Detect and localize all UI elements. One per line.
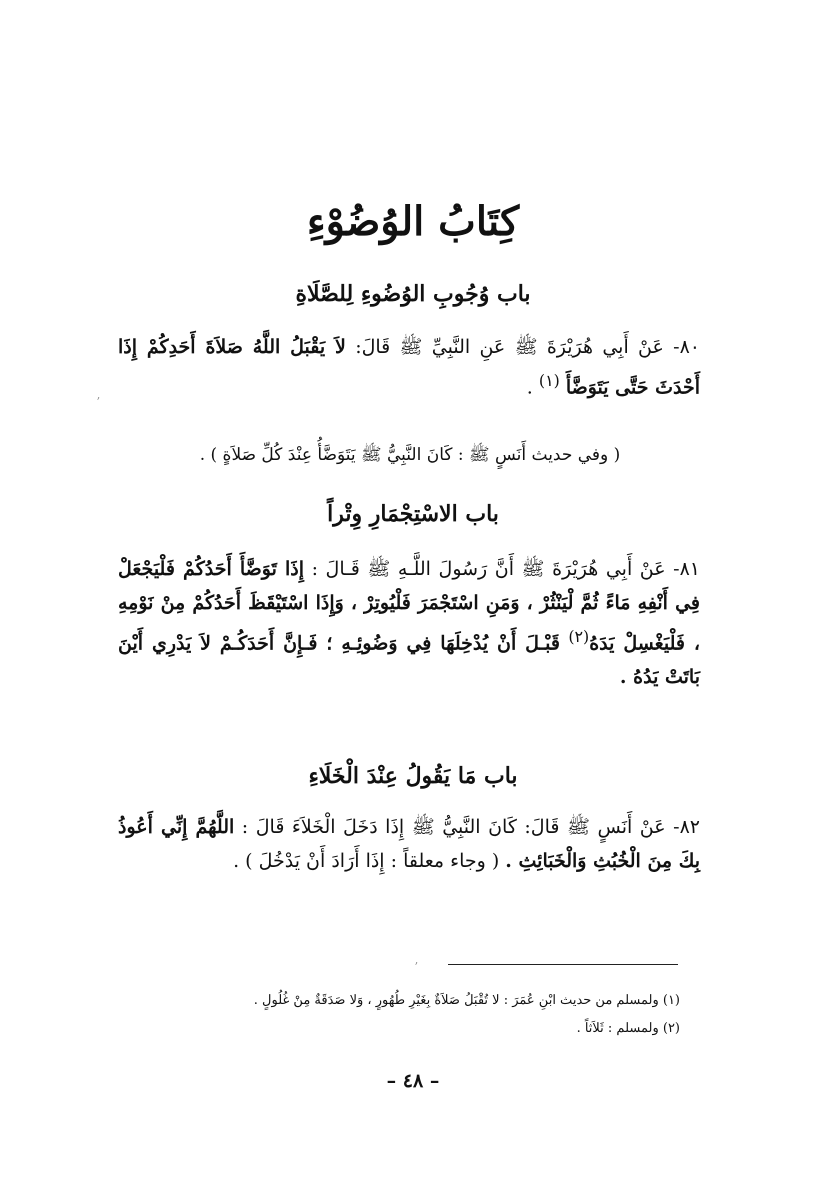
hadith-81 [118, 552, 700, 694]
scan-speck: ʼ [414, 960, 418, 974]
chapter-heading-wudu-obligation: باب وُجُوبِ الوُضُوءِ لِلصَّلَاةِ [295, 281, 531, 307]
hadith-narration: عَنْ أَبِي هُرَيْرَةَ ﷺ عَنِ النَّبِيِّ ﷺ قَالَ: [355, 336, 664, 358]
hadith-narration: عَنْ أَبِي هُرَيْرَةَ ﷺ أَنَّ رَسُولَ اللَّـهِ ﷺ قَـالَ : [311, 558, 666, 580]
hadith-text: لاَ يَقْبَلُ اللَّهُ صَلاَةَ أَحَدِكُمْ إِذَا أَحْدَثَ حَتَّى يَتَوَضَّأَ [118, 336, 700, 399]
hadith-note: ( وجاء معلقاً : إِذَا أَرَادَ أَنْ يَدْخُلَ ) . [233, 850, 500, 872]
footnote-1: (١) ولمسلم من حديث ابْنِ عُمَرَ : لا تُقْبَلُ صَلاَةٌ بِغَيْرِ طُهُورٍ ، وَلا صَدَقَةٌ مِنْ غُلُولٍ . [253, 993, 680, 1008]
chapter-heading-toilet-dua: باب مَا يَقُولُ عِنْدَ الْخَلَاءِ [308, 763, 518, 789]
book-title: كِتَابُ الوُضُوْءِ [306, 198, 520, 245]
page-number: – ٤٨ – [386, 1070, 440, 1092]
hadith-number: ٨١- [673, 558, 701, 580]
hadith-ending: . [526, 376, 533, 399]
side-note-anas: ( وفي حديث أَنَسٍ ﷺ : كَانَ النَّبِيُّ ﷺ يَتَوَضَّأُ عِنْدَ كُلِّ صَلاَةٍ ) . [199, 445, 621, 465]
footnote-ref: (٢) [568, 627, 590, 646]
hadith-number: ٨٠- [673, 336, 700, 358]
hadith-number: ٨٢- [673, 816, 700, 838]
hadith-narration: عَنْ أَنَسٍ ﷺ قَالَ: كَانَ النَّبِيُّ ﷺ إِذَا دَخَلَ الْخَلاَءَ قَالَ : [241, 816, 666, 838]
hadith-80 [118, 330, 700, 404]
hadith-text-part-1: إِذَا تَوَضَّأَ أَحَدُكُمْ فَلْيَجْعَلْ فِي أَنْفِهِ مَاءً ثُمَّ لْيَنْثُرْ ، وَمَنِ اسْتَجْمَرَ فَلْيُوتِرْ ، وَإِذَا اسْتَيْقَظَ أَحَدُكُمْ مِنْ نَوْمِهِ ، فَلْيَغْسِلْ يَدَهُ [118, 558, 700, 655]
footnote-separator [448, 964, 678, 965]
chapter-heading-istijmar: باب الاسْتِجْمَارِ وِتْراً [327, 501, 499, 527]
footnote-ref: (١) [538, 371, 560, 390]
footnote-2: (٢) ولمسلم : ثَلاَثاً . [576, 1021, 680, 1036]
hadith-text: اللَّهُمَّ إِنِّي أَعُوذُ بِكَ مِنَ الْخُبُثِ وَالْخَبَائِثِ . [118, 816, 700, 872]
hadith-text-part-2: قَبْـلَ أَنْ يُدْخِلَهَا فِي وَضُوئِـهِ ؛ فَـإِنَّ أَحَدَكُـمْ لاَ يَدْرِي أَيْنَ بَاتَتْ يَدُهُ . [118, 632, 700, 689]
hadith-82 [118, 810, 700, 878]
scan-speck: ʼ [96, 395, 100, 409]
